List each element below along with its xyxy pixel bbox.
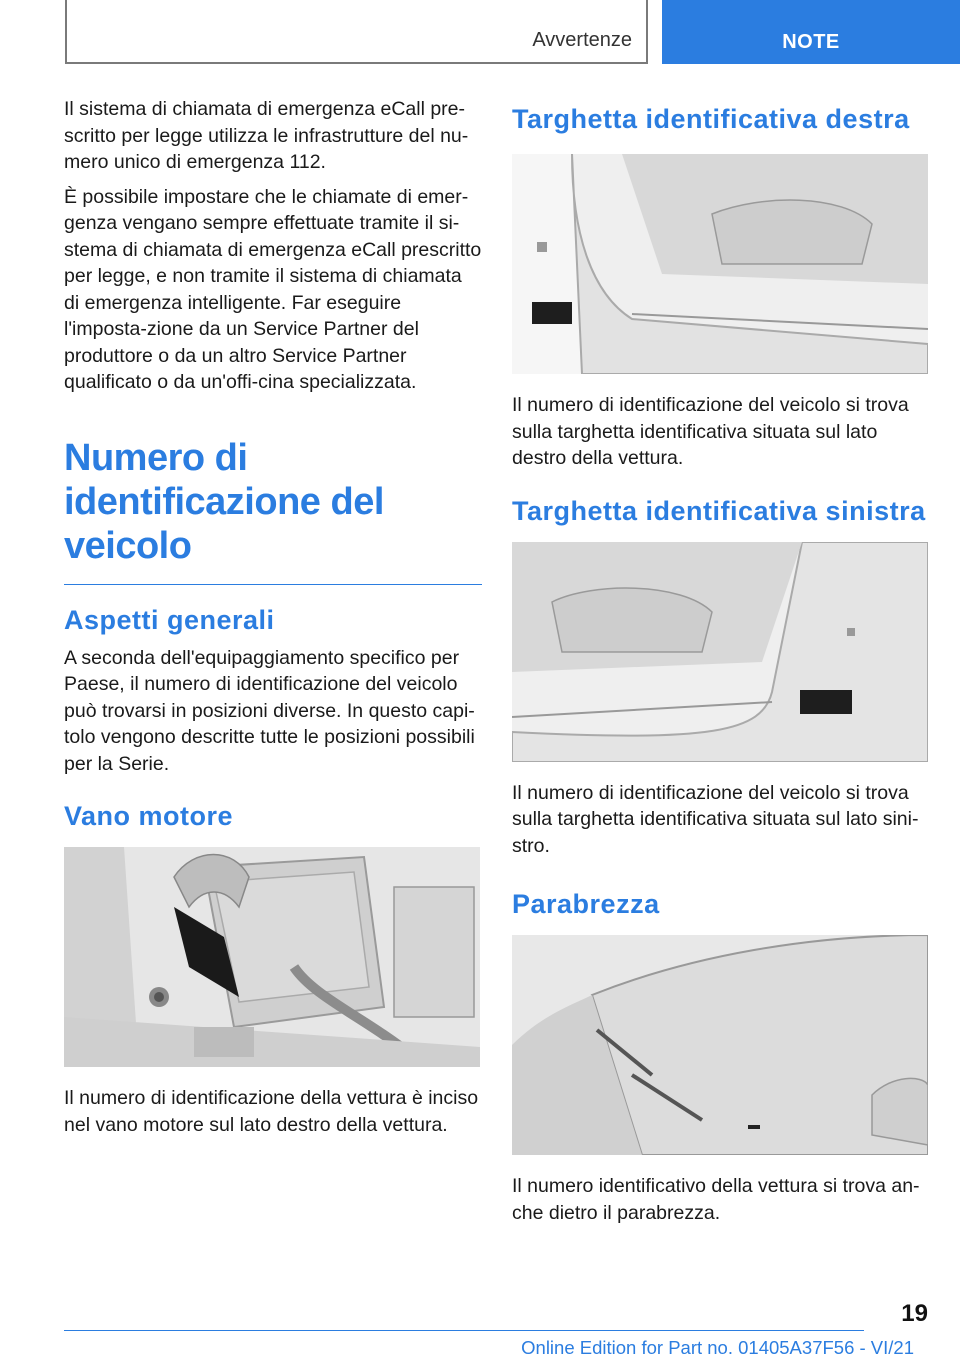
right-plate-illustration <box>512 154 928 374</box>
intro-paragraph-2: È possibile impostare che le chiamate di emer-genza vengano sempre effettuate tramite il si-stema di chiamata di emergenza eCall prescritto per legge, e non tramite il sistema di chiamata di emergenza intelligente. Far eseguire l'imposta-zione da un Service Partner del produttore o da un altro Service Partner qualificato o da un'offi-cina specializzata. <box>64 185 482 393</box>
left-column <box>64 96 482 1138</box>
footer-divider <box>64 1330 864 1331</box>
chapter-tab[interactable] <box>662 0 960 64</box>
intro-paragraph-1: Il sistema di chiamata di emergenza eCall pre-scritto per legge utilizza le infrastrutture del nu-mero unico di emergenza 112. <box>64 98 469 173</box>
header-section-label <box>65 0 648 64</box>
right-column <box>512 96 930 1226</box>
engine-heading: Vano motore <box>64 801 234 831</box>
plate-right-paragraph: Il numero di identificazione del veicolo si trova sulla targhetta identificativa situata sul lato destro della vettura. <box>512 394 909 469</box>
general-paragraph: A seconda dell'equipaggiamento specifico per Paese, il numero di identificazione del veicolo può trovarsi in posizioni diverse. In questo capi-tolo vengono descritte tutte le posizioni possibili per la Serie. <box>64 646 475 775</box>
page-number: 19 <box>901 1300 928 1327</box>
edition-footer: Online Edition for Part no. 01405A37F56 - VI/21 <box>521 1337 914 1358</box>
plate-right-heading: Targhetta identificativa destra <box>512 104 910 134</box>
engine-bay-illustration <box>64 847 480 1067</box>
general-heading: Aspetti generali <box>64 604 275 635</box>
plate-left-heading: Targhetta identificativa sinistra <box>512 495 926 526</box>
chapter-title: NOTE <box>782 31 840 53</box>
left-plate-illustration <box>512 542 928 762</box>
windshield-illustration <box>512 935 928 1155</box>
engine-paragraph: Il numero di identificazione della vettura è inciso nel vano motore sul lato destro della vettura. <box>64 1087 479 1136</box>
plate-left-paragraph: Il numero di identificazione del veicolo si trova sulla targhetta identificativa situata sul lato sini-stro. <box>512 781 919 857</box>
heading-divider <box>64 584 482 585</box>
windshield-heading: Parabrezza <box>512 889 660 919</box>
section-title: Avvertenze <box>532 29 632 51</box>
chapter-heading: Numero di identificazione del veicolo <box>64 436 384 567</box>
windshield-paragraph: Il numero identificativo della vettura si trova an-che dietro il parabrezza. <box>512 1175 920 1224</box>
